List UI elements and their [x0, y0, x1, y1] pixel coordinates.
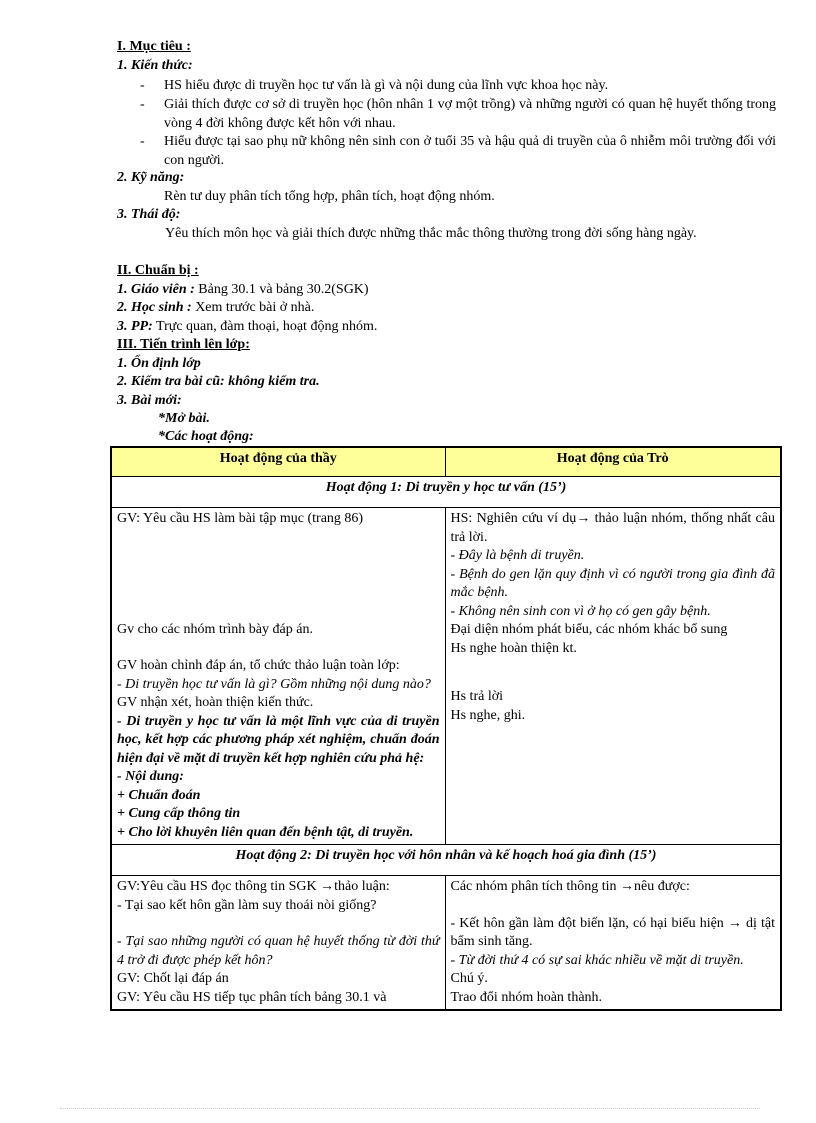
- kiem-tra-bai-cu: 2. Kiểm tra bài cũ: không kiểm tra.: [117, 374, 320, 389]
- act1-hs-1: [451, 510, 776, 547]
- act2-gv-2: - Tại sao kết hôn gần làm suy thoái nòi giống?: [117, 897, 377, 913]
- act2-hs-5: Trao đổi nhóm hoàn thành.: [450, 989, 603, 1005]
- activity-2-student-cell: [445, 876, 781, 1011]
- thai-do-text: Yêu thích môn học và giải thích được những thắc mắc thông thường trong đời sống hàng ngày.: [165, 226, 697, 241]
- act1-hs-5: Hs nghe, ghi.: [450, 707, 526, 723]
- activity-1-teacher-cell: [111, 508, 445, 845]
- activity-1-student-cell: [445, 508, 781, 845]
- act1-gv-8: + Chuẩn đoán: [117, 787, 201, 803]
- kien-thuc-heading: 1. Kiến thức:: [117, 58, 193, 73]
- act2-hs-2b: dị tật bẩm sinh tăng.: [450, 915, 775, 949]
- giao-vien-line: [117, 281, 369, 300]
- bullet-dash: -: [140, 97, 145, 112]
- activity-1-title: Hoạt động 1: Di truyền y học tư vấn (15’): [111, 477, 781, 508]
- activity-2-title-row: [111, 845, 781, 876]
- act2-hs-2a: - Kết hôn gần làm đột biến lặn, có hại biểu hiện: [450, 915, 728, 931]
- act1-hs-1b: thảo luận nhóm, thống nhất câu trả lời.: [450, 511, 775, 545]
- act1-gv-1: GV: Yêu cầu HS làm bài tập mục (trang 86): [117, 511, 364, 526]
- section-1-title: I. Mục tiêu :: [117, 39, 191, 54]
- bullet-dash: -: [140, 78, 145, 93]
- act1-gv-10: + Cho lời khuyên liên quan đến bệnh tật, di truyền.: [117, 824, 414, 840]
- kien-thuc-item-1: HS hiểu được di truyền học tư vấn là gì và nội dung của lĩnh vực khoa học này.: [164, 78, 609, 93]
- arrow-icon: →: [620, 879, 635, 894]
- activity-2-teacher-cell: [111, 876, 445, 1011]
- bai-moi: 3. Bài mới:: [117, 393, 182, 408]
- act2-gv-1a: GV:Yêu cầu HS đọc thông tin SGK: [117, 879, 321, 894]
- act2-hs-2: [451, 915, 776, 952]
- act1-hs-3: Hs nghe hoàn thiện kt.: [450, 640, 577, 656]
- act2-gv-5: GV: Yêu cầu HS tiếp tục phân tích bảng 30.1 và: [117, 989, 387, 1005]
- act1-hs-2: Đại diện nhóm phát biểu, các nhóm khác bổ sung: [450, 622, 728, 637]
- act2-hs-1: [451, 878, 776, 897]
- header-teacher: Hoạt động của thầy: [111, 447, 445, 477]
- mo-bai: *Mở bài.: [158, 411, 210, 426]
- pp-line: [117, 318, 377, 337]
- act2-hs-1a: Các nhóm phân tích thông tin: [450, 879, 621, 894]
- page-bottom-divider: [60, 1108, 760, 1109]
- act1-gv-2: Gv cho các nhóm trình bày đáp án.: [117, 621, 313, 637]
- activity-2-title: Hoạt động 2: Di truyền học với hôn nhân và kế hoạch hoá gia đình (15’): [111, 845, 781, 876]
- ky-nang-heading: 2. Kỹ năng:: [117, 170, 185, 185]
- header-student: Hoạt động của Trò: [445, 447, 781, 477]
- giao-vien-text: Bảng 30.1 và bảng 30.2(SGK): [194, 282, 369, 297]
- act2-hs-4: Chú ý.: [450, 971, 488, 986]
- ky-nang-text: Rèn tư duy phân tích tổng hợp, phân tích, hoạt động nhóm.: [164, 189, 495, 204]
- act2-gv-4: GV: Chốt lại đáp án: [117, 971, 229, 986]
- table-header-row: [111, 447, 781, 477]
- arrow-icon: →: [727, 915, 742, 931]
- hoc-sinh-line: [117, 299, 314, 318]
- act1-gv-3: GV hoàn chỉnh đáp án, tổ chức thảo luận toàn lớp:: [117, 658, 400, 673]
- act1-hs-i2: - Bệnh do gen lặn quy định vì có người trong gia đình đã mắc bệnh.: [450, 566, 775, 600]
- section-2-title: II. Chuẩn bị :: [117, 263, 199, 278]
- thai-do-heading: 3. Thái độ:: [117, 207, 181, 222]
- pp-text: Trực quan, đàm thoại, hoạt động nhóm.: [152, 319, 378, 334]
- act1-gv-4: - Di truyền học tư vấn là gì? Gồm những nội dung nào?: [117, 676, 431, 692]
- act1-gv-7: - Nội dung:: [117, 769, 184, 784]
- act1-gv-9: + Cung cấp thông tin: [117, 806, 241, 821]
- kien-thuc-item-3: Hiểu được tại sao phụ nữ không nên sinh con ở tuổi 35 và hậu quả di truyền của ô nhiễm môi trường đối với con người.: [164, 134, 776, 168]
- arrow-icon: →: [576, 511, 591, 526]
- activity-1-title-row: [111, 477, 781, 508]
- act1-hs-1a: HS: Nghiên cứu ví dụ: [450, 511, 577, 526]
- act1-gv-6: - Di truyền y học tư vấn là một lĩnh vực của di truyền học, kết hợp các phương pháp xét nghiệm, chuẩn đoán hiện đại về mặt di truyền kết hợp nghiên cứu phả hệ:: [117, 713, 440, 766]
- hoc-sinh-text: Xem trước bài ở nhà.: [191, 300, 315, 315]
- act2-gv-1b: thảo luận:: [334, 879, 390, 894]
- activity-table: [110, 446, 782, 1011]
- bullet-dash: -: [140, 134, 145, 149]
- giao-vien-label: 1. Giáo viên :: [117, 282, 195, 297]
- act1-hs-i1: - Đây là bệnh di truyền.: [450, 548, 585, 563]
- arrow-icon: →: [320, 879, 335, 894]
- act1-hs-i3: - Không nên sinh con vì ở họ có gen gây bệnh.: [450, 603, 711, 619]
- kien-thuc-item-2: Giải thích được cơ sở di truyền học (hôn nhân 1 vợ một trồng) và những người có quan hệ huyết thống trong vòng 4 đời không được kết hôn với nhau.: [164, 97, 776, 131]
- act2-gv-1: [117, 878, 440, 897]
- hoc-sinh-label: 2. Học sinh :: [117, 300, 192, 315]
- act1-gv-5: GV nhận xét, hoàn thiện kiến thức.: [117, 695, 314, 710]
- act2-hs-1b: nêu được:: [634, 879, 690, 894]
- activity-1-content-row: [111, 508, 781, 845]
- act1-hs-4: Hs trả lời: [450, 689, 504, 704]
- pp-label: 3. PP:: [117, 319, 153, 334]
- section-3-title: III. Tiến trình lên lớp:: [117, 337, 250, 352]
- act2-hs-3: - Từ đời thứ 4 có sự sai khác nhiều về mặt di truyền.: [450, 952, 744, 968]
- act2-gv-3: - Tại sao những người có quan hệ huyết thống từ đời thứ 4 trở đi được phép kết hôn?: [117, 934, 440, 968]
- on-dinh-lop: 1. Ổn định lớp: [117, 356, 201, 371]
- activity-2-content-row: [111, 876, 781, 1011]
- cac-hoat-dong: *Các hoạt động:: [158, 429, 254, 444]
